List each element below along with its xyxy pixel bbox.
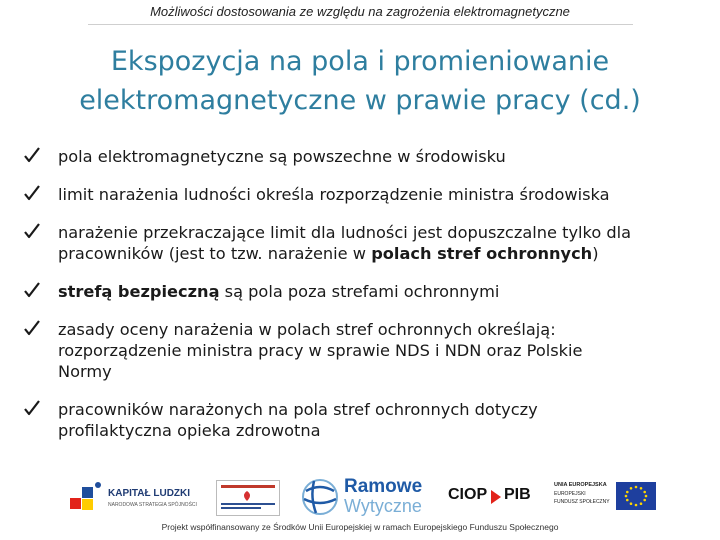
ramowe-wytyczne-logo xyxy=(300,474,430,520)
bullet-text-bold: strefą bezpieczną xyxy=(58,282,220,301)
bullet-list xyxy=(24,146,704,458)
ramowe-globe-icon xyxy=(300,477,340,517)
slide-title-line-1: Ekspozycja na pola i promieniowanie xyxy=(110,46,610,77)
eu-logo xyxy=(554,478,658,518)
eu-line-1: UNIA EUROPEJSKA xyxy=(554,482,607,488)
ciop-pib-logo xyxy=(448,484,540,510)
check-icon xyxy=(24,399,40,417)
bullet-text-line-1: zasady oceny narażenia w polach stref ochronnych określają: xyxy=(58,320,556,339)
bullet-item-4 xyxy=(24,281,704,302)
eu-flag-icon xyxy=(616,482,656,510)
kapital-ludzki-subtitle: NARODOWA STRATEGIA SPÓJNOŚCI xyxy=(108,502,197,508)
ciop-pib-emblem-icon xyxy=(489,488,503,506)
ministry-emblem-icon xyxy=(217,481,279,515)
bullet-text-plain: pracowników (jest to tzw. narażenie w xyxy=(58,244,372,263)
bullet-text-line-2: profilaktyczna opieka zdrowotna xyxy=(58,421,321,440)
kapital-ludzki-logo xyxy=(66,478,196,518)
slide-title-line-2: elektromagnetyczne w prawie pracy (cd.) xyxy=(79,85,641,116)
ciop-text: CIOP xyxy=(448,486,488,503)
kapital-ludzki-title: KAPITAŁ LUDZKI xyxy=(108,488,191,499)
ramowe-line-2: Wytyczne xyxy=(344,496,422,516)
logo-strip xyxy=(62,474,662,520)
eu-line-3: FUNDUSZ SPOŁECZNY xyxy=(554,499,610,505)
bullet-text-plain: ) xyxy=(592,244,599,263)
bullet-text-line-3: Normy xyxy=(58,362,112,381)
header-bar xyxy=(0,0,720,26)
bullet-text: limit narażenia ludności określa rozporządzenie ministra środowiska xyxy=(58,185,610,204)
kapital-ludzki-emblem-icon xyxy=(66,478,106,518)
bullet-item-5 xyxy=(24,319,704,382)
footer-funding-note: Projekt współfinansowany ze Środków Unii Europejskiej w ramach Europejskiego Funduszu Społecznego xyxy=(161,522,559,532)
bullet-text-line-1: narażenie przekraczające limit dla ludności jest dopuszczalne tylko dla xyxy=(58,223,632,242)
bullet-text-line-2 xyxy=(58,243,704,264)
bullet-text: pola elektromagnetyczne są powszechne w środowisku xyxy=(58,147,506,166)
bullet-text-bold: polach stref ochronnych xyxy=(371,244,593,263)
check-icon xyxy=(24,222,40,240)
bullet-text xyxy=(58,281,704,302)
bullet-item-6 xyxy=(24,399,704,441)
bullet-item-1 xyxy=(24,146,704,167)
header-text: Możliwości dostosowania ze względu na zagrożenia elektromagnetyczne xyxy=(150,4,570,19)
bullet-text-line-1: pracowników narażonych na pola stref ochronnych dotyczy xyxy=(58,400,538,419)
bullet-text-plain: są pola poza strefami ochronnymi xyxy=(219,282,500,301)
bullet-item-2 xyxy=(24,184,704,205)
ramowe-line-1: Ramowe xyxy=(344,476,423,497)
pib-text: PIB xyxy=(504,486,531,503)
check-icon xyxy=(24,184,40,202)
bullet-item-3 xyxy=(24,222,704,264)
check-icon xyxy=(24,319,40,337)
check-icon xyxy=(24,281,40,299)
check-icon xyxy=(24,146,40,164)
header-divider xyxy=(88,24,633,25)
eu-line-2: EUROPEJSKI xyxy=(554,491,586,497)
slide-title xyxy=(20,42,700,120)
bullet-text-line-2: rozporządzenie ministra pracy w sprawie NDS i NDN oraz Polskie xyxy=(58,341,583,360)
ministry-logo xyxy=(216,480,280,516)
